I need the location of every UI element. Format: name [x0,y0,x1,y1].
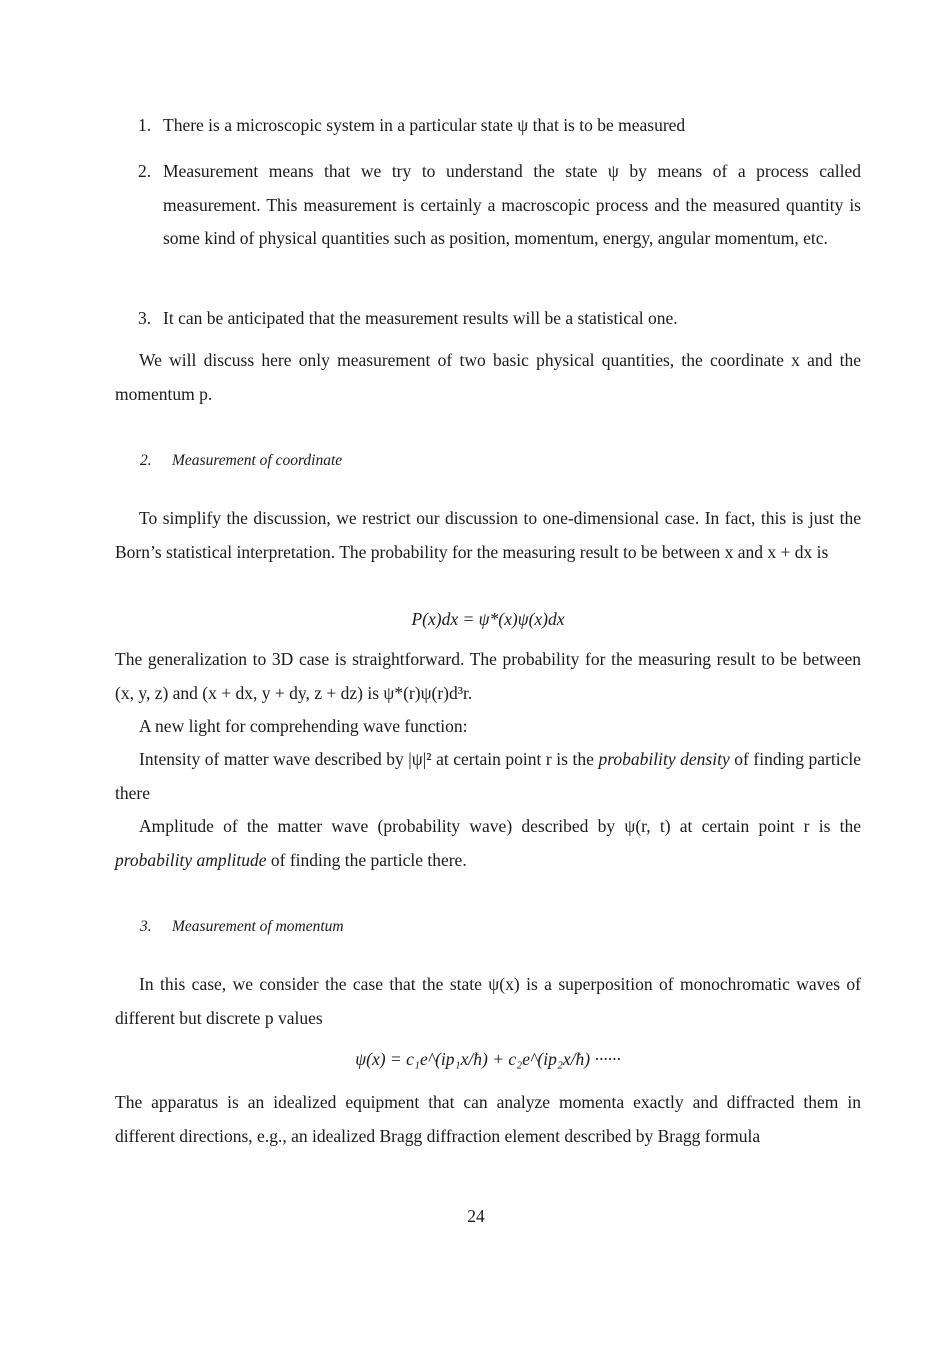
list-text: It can be anticipated that the measurement results will be a statistical one. [163,308,678,328]
text-run: of finding particle there [115,749,861,803]
intro-paragraph: We will discuss here only measurement of two basic physical quantities, the coordinate x and the momentum p. [115,350,861,404]
paragraph: In this case, we consider the case that the state ψ(x) is a superposition of monochromatic waves of different but discrete p values [115,974,861,1028]
list-text: There is a microscopic system in a particular state ψ that is to be measured [163,115,686,135]
paragraph: To simplify the discussion, we restrict our discussion to one-dimensional case. In fact, this is just the Born’s statistical interpretation. The probability for the measuring result to be between x and x + dx is [115,508,861,562]
list-number: 1. [138,115,152,135]
list-text: Measurement means that we try to understand the state ψ by means of a process called measurement. This measurement is certainly a macroscopic process and the measured quantity is some kind of physical quantities such as position, momentum, energy, angular momentum, etc. [163,161,861,248]
paragraph: A new light for comprehending wave function: [139,716,468,736]
section-title: Measurement of coordinate [172,452,343,469]
section-title: Measurement of momentum [172,918,344,935]
list-number: 2. [138,161,152,181]
text-run: Intensity of matter wave described by |ψ|² at certain point r is the [139,749,594,769]
equation: P(x)dx = ψ*(x)ψ(x)dx [411,609,565,629]
list-number: 3. [138,308,152,328]
equation: ψ(x) = c₁e^(ip₁x/ħ) + c₂e^(ip₂x/ħ) ······ [355,1049,621,1069]
text-run: Amplitude of the matter wave (probability wave) described by ψ(r, t) at certain point r is the [139,816,861,836]
paragraph: The generalization to 3D case is straightforward. The probability for the measuring result to be between (x, y, z) and (x + dx, y + dy, z + dz) is ψ*(r)ψ(r)d³r. [115,649,861,703]
section-number: 2. [140,452,152,469]
emphasis: probability density [598,749,730,769]
page-number: 24 [467,1206,485,1226]
emphasis: probability amplitude [115,849,267,870]
text-run: of finding the particle there. [270,849,467,870]
section-heading [140,918,344,936]
paragraph [115,810,861,877]
paragraph: The apparatus is an idealized equipment that can analyze momenta exactly and diffracted them in different directions, e.g., an idealized Bragg diffraction element described by Bragg formula [115,1092,861,1146]
section-number: 3. [140,918,152,935]
paragraph [115,743,861,810]
section-heading [140,452,342,470]
